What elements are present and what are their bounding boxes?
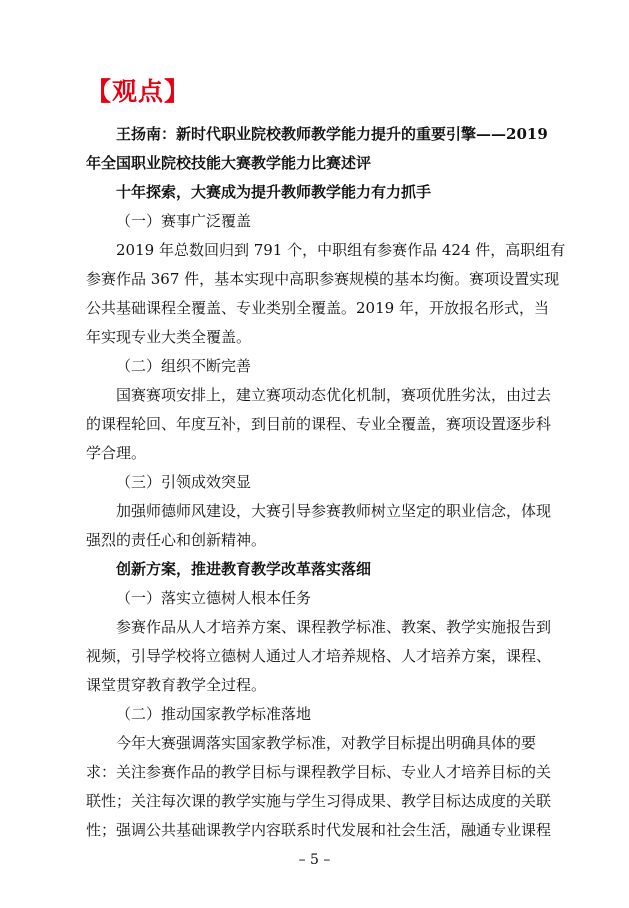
article-title-line-1: 王扬南：新时代职业院校教师教学能力提升的重要引擎——2019 [116,125,548,143]
paragraph-line: 求：关注参赛作品的教学目标与课程教学目标、专业人才培养目标的关 [86,763,552,781]
subheading-2: （二）组织不断完善 [116,357,252,375]
paragraph-line: 参赛作品从人才培养方案、课程教学标准、教案、教学实施报告到 [116,618,552,636]
paragraph-line: 参赛作品 367 件，基本实现中高职参赛规模的基本均衡。赛项设置实现 [86,270,560,288]
paragraph-line: 课堂贯穿教育教学全过程。 [86,676,267,694]
article-title-line-2: 年全国职业院校技能大赛教学能力比赛述评 [86,154,372,172]
page-number: – 5 – [298,852,331,868]
paragraph-line: 性；强调公共基础课教学内容联系时代发展和社会生活，融通专业课程 [86,821,552,839]
paragraph-line: 的课程轮回、年度互补，到目前的课程、专业全覆盖，赛项设置逐步科 [86,415,552,433]
paragraph-line: 2019 年总数回归到 791 个，中职组有参赛作品 424 件，高职组有 [116,241,566,259]
paragraph-line: 国赛赛项安排上，建立赛项动态优化机制，赛项优胜劣汰，由过去 [116,386,552,404]
paragraph-line: 公共基础课程全覆盖、专业类别全覆盖。2019 年，开放报名形式，当 [86,299,549,317]
section-tag: 【观点】 [86,77,191,106]
section-heading-1: 十年探索，大赛成为提升教师教学能力有力抓手 [116,183,432,201]
paragraph-line: 强烈的责任心和创新精神。 [86,531,267,549]
paragraph-line: 联性；关注每次课的教学实施与学生习得成果、教学目标达成度的关联 [86,792,552,810]
paragraph-line: 年实现专业大类全覆盖。 [86,328,252,346]
section-heading-2: 创新方案，推进教育教学改革落实落细 [116,560,372,578]
paragraph-line: 视频，引导学校将立德树人通过人才培养规格、人才培养方案，课程、 [86,647,552,665]
subheading-3: （三）引领成效突显 [116,473,252,491]
subheading-1: （一）赛事广泛覆盖 [116,212,252,230]
article-body [86,120,566,845]
paragraph-line: 今年大赛强调落实国家教学标准，对教学目标提出明确具体的要 [116,734,537,752]
paragraph-line: 加强师德师风建设，大赛引导参赛教师树立坚定的职业信念，体现 [116,502,552,520]
subheading-5: （二）推动国家教学标准落地 [116,705,312,723]
subheading-4: （一）落实立德树人根本任务 [116,589,312,607]
paragraph-line: 学合理。 [86,444,147,462]
